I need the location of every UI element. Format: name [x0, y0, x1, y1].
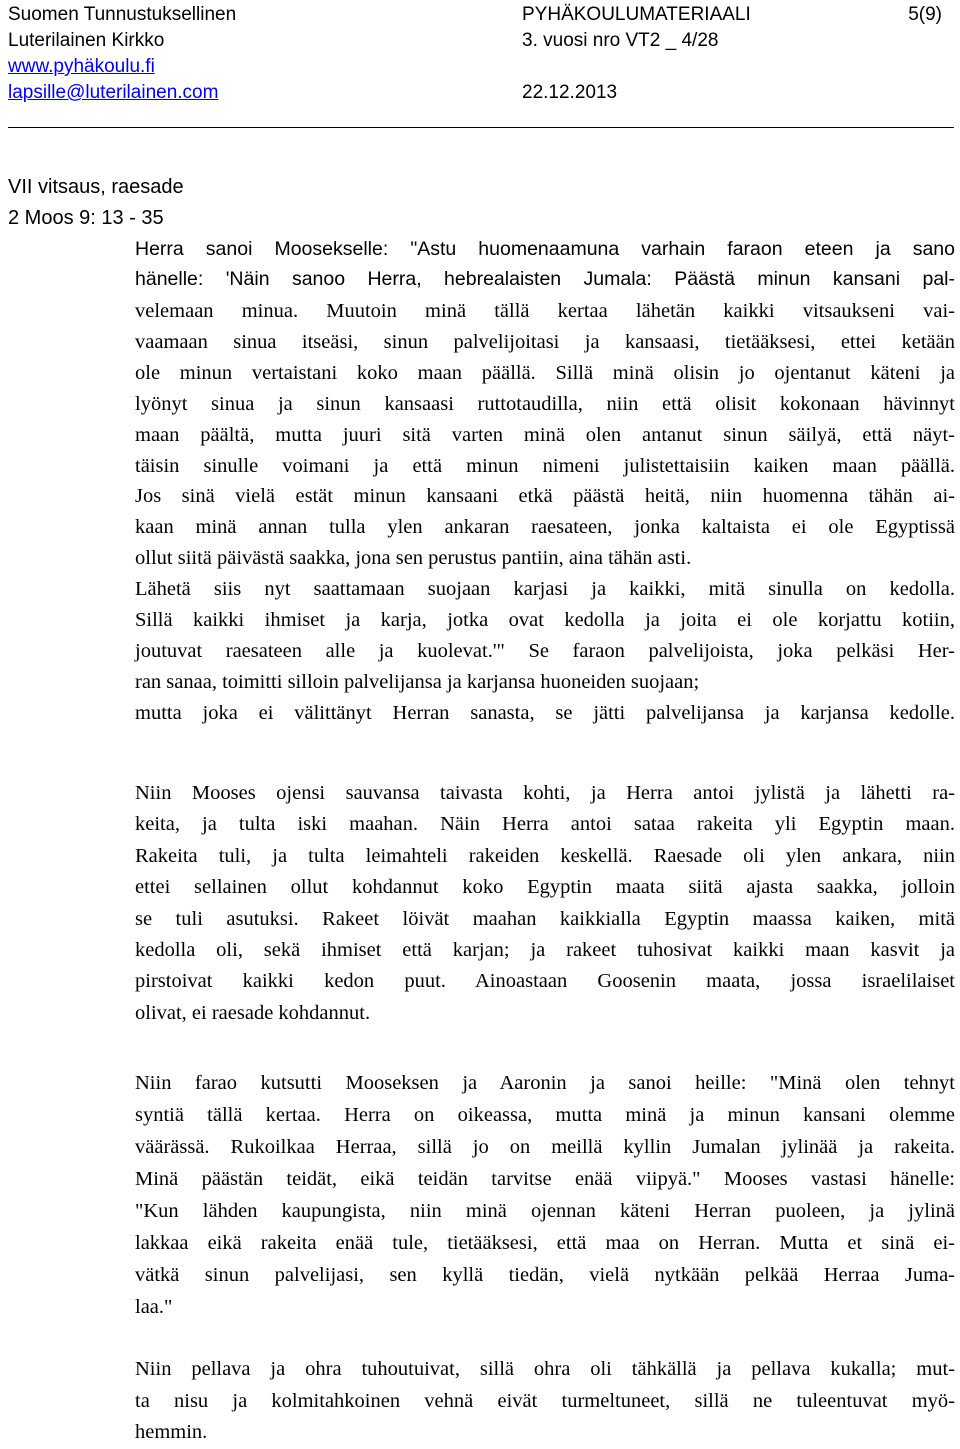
- intro-line: Herra sanoi Moosekselle: "Astu huomenaamuna varhain faraon eteen ja sano: [135, 238, 955, 260]
- text-line: ran sanaa, toimitti silloin palvelijansa ja karjansa huoneiden suojaan;: [135, 670, 700, 693]
- text-line: "Kun lähden kaupungista, niin minä ojennan käteni Herran puoleen, ja jylinä: [135, 1200, 955, 1222]
- church-name-line-1: Suomen Tunnustuksellinen: [8, 4, 237, 25]
- text-line: täisin sinulle voimani ja että minun nimeni julistettaisiin kaiken maan päällä.: [135, 454, 955, 477]
- paragraph-4: [135, 1354, 955, 1449]
- lesson-title: VII vitsaus, raesade: [8, 176, 184, 198]
- header-row-3: [8, 54, 956, 80]
- text-line: mutta joka ei välittänyt Herran sanasta, se jätti palvelijansa ja karjansa kedolle.: [135, 701, 955, 724]
- intro-line: hänelle: 'Näin sanoo Herra, hebrealaisten Jumala: Päästä minun kansani pal-: [135, 268, 955, 291]
- website-link[interactable]: www.pyhäkoulu.fi: [8, 56, 155, 77]
- text-line: velemaan minua. Muutoin minä tällä kertaa lähetän kaikki vitsaukseni vai-: [135, 300, 955, 322]
- text-line: ollut siitä päivästä saakka, jona sen perustus pantiin, aina tähän asti.: [135, 547, 692, 570]
- text-line: pirstoivat kaikki kedon puut. Ainoastaan Goosenin maata, jossa israelilaiset: [135, 970, 955, 993]
- text-line: kaan minä annan tulla ylen ankaran raesateen, jonka kaltaista ei ole Egyptissä: [135, 516, 955, 539]
- page-header: [8, 2, 956, 106]
- text-line: se tuli asutuksi. Rakeet löivät maahan kaikkialla Egyptin maassa kaiken, mitä: [135, 907, 955, 930]
- page-number: 5(9): [908, 4, 942, 25]
- text-line: Niin Mooses ojensi sauvansa taivasta kohti, ja Herra antoi jylistä ja lähetti ra-: [135, 782, 955, 804]
- paragraph-3: [135, 1067, 955, 1323]
- text-line: joutuvat raesateen alle ja kuolevat.'" Se faraon palvelijoista, joka pelkäsi Her-: [135, 639, 955, 662]
- text-line: laa.": [135, 1296, 173, 1318]
- text-line: keita, ja tulta iski maahan. Näin Herra antoi sataa rakeita yli Egyptin maan.: [135, 813, 955, 836]
- text-line: Niin farao kutsutti Mooseksen ja Aaronin ja sanoi heille: "Minä olen tehnyt: [135, 1072, 955, 1094]
- text-line: lyönyt sinua ja sinun kansaasi ruttotaudilla, niin että olisit kokonaan hävinnyt: [135, 392, 955, 415]
- header-divider: [8, 127, 954, 128]
- header-row-4: [8, 80, 956, 106]
- email-link[interactable]: lapsille@luterilainen.com: [8, 82, 219, 103]
- text-line: olivat, ei raesade kohdannut.: [135, 1001, 371, 1024]
- text-line: kedolla oli, sekä ihmiset että karjan; ja rakeet tuhosivat kaikki maan kasvit ja: [135, 939, 955, 962]
- paragraph-2: [135, 778, 955, 1029]
- text-line: Minä päästän teidät, eikä teidän tarvitse enää viipyä." Mooses vastasi hänelle:: [135, 1168, 955, 1190]
- text-line: ettei sellainen ollut kohdannut koko Egyptin maata siitä ajasta saakka, jolloin: [135, 876, 955, 899]
- text-line: Sillä kaikki ihmiset ja karja, jotka ovat kedolla ja joita ei ole korjattu kotiin,: [135, 609, 955, 632]
- text-line: maan päältä, mutta juuri sitä varten minä olen antanut sinun säilyä, että näyt-: [135, 423, 955, 446]
- bible-reference: 2 Moos 9: 13 - 35: [8, 207, 164, 229]
- text-line: Rakeita tuli, ja tulta leimahteli rakeiden keskellä. Raesade oli ylen ankara, niin: [135, 844, 955, 867]
- text-line: Lähetä siis nyt saattamaan suojaan karjasi ja kaikki, mitä sinulla on kedolla.: [135, 578, 955, 601]
- text-line: ta nisu ja kolmitahkoinen vehnä eivät turmeltuneet, sillä ne tuleentuvat myö-: [135, 1389, 955, 1412]
- intro-text: [135, 234, 955, 294]
- paragraph-1: [135, 296, 955, 729]
- text-line: syntiä tällä kertaa. Herra on oikeassa, mutta minä ja minun kansani olemme: [135, 1104, 955, 1126]
- header-row-1: [8, 2, 956, 28]
- text-line: hemmin.: [135, 1421, 208, 1443]
- church-name-line-2: Luterilainen Kirkko: [8, 30, 165, 51]
- document-date: 22.12.2013: [522, 82, 618, 103]
- text-line: vätkä sinun palvelijasi, sen kyllä tiedän, vielä nytkään pelkää Herraa Juma-: [135, 1264, 955, 1286]
- lesson-code: 3. vuosi nro VT2 _ 4/28: [522, 30, 719, 51]
- material-label: PYHÄKOULUMATERIAALI: [522, 4, 751, 25]
- text-line: Jos sinä vielä estät minun kansaani etkä päästä heitä, niin huomenna tähän ai-: [135, 485, 955, 508]
- text-line: väärässä. Rukoilkaa Herraa, sillä jo on meillä kyllin Jumalan jylinää ja rakeita.: [135, 1136, 955, 1158]
- text-line: Niin pellava ja ohra tuhoutuivat, sillä ohra oli tähkällä ja pellava kukalla; mut-: [135, 1358, 955, 1380]
- text-line: lakkaa eikä rakeita enää tule, tietääksesi, että maa on Herran. Mutta et sinä ei-: [135, 1232, 955, 1254]
- header-row-2: [8, 28, 956, 54]
- text-line: ole minun vertaistani koko maan päällä. Sillä minä olisin jo ojentanut käteni ja: [135, 361, 955, 384]
- text-line: vaamaan sinua itseäsi, sinun palvelijoitasi ja kansaasi, tietääksesi, ettei ketään: [135, 330, 955, 353]
